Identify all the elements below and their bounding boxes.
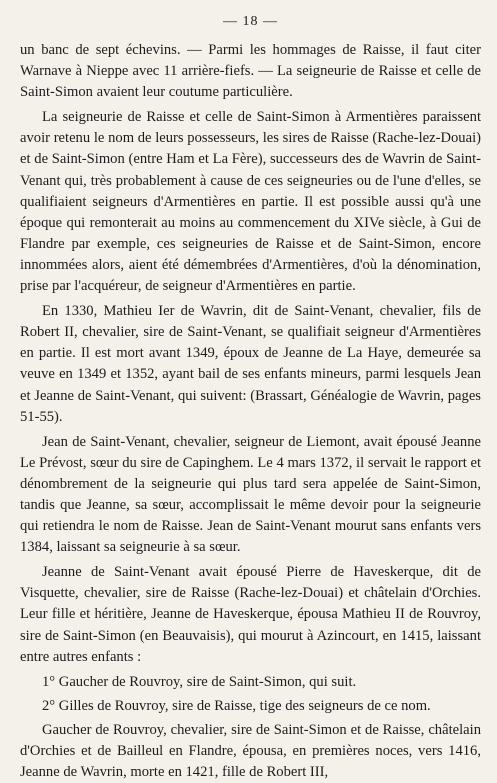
list-item-gilles: 2° Gilles de Rouvroy, sire de Raisse, tige des seigneurs de ce nom. [42,697,431,714]
list-item-gaucher: 1° Gaucher de Rouvroy, sire de Saint-Simon, qui suit. [42,673,357,690]
paragraph-jeanne-saint-venant: Jeanne de Saint-Venant avait épousé Pierre de Haveskerque, dit de Visquette, chevalier, sire de Raisse (Rache-lez-Douai) et châtelain d'Orchies. Leur fille et héritière, Jeanne de Haveskerque, épousa Mathieu II de Rouvroy, sire de Saint-Simon (en Beauvaisis), qui mourut à Azincourt, en 1415, laissant entre autres enfants : [20,564,481,665]
paragraph-mathieu-wavrin: En 1330, Mathieu Ier de Wavrin, dit de Saint-Venant, chevalier, fils de Robert II, chevalier, sire de Saint-Venant, se qualifiait seigneur d'Armentières en partie. Il est mort avant 1349, époux de Jeanne de La Haye, demeurée sa veuve en 1349 et 1352, ayant bail de ses enfants mineurs, parmi lesquels Jean et Jeanne de Saint-Venant, qui suivent: (Brassart, Généalogie de Wavrin, pages 51-55). [20,303,481,425]
paragraph-gaucher-rouvroy: Gaucher de Rouvroy, chevalier, sire de Saint-Simon et de Raisse, châtelain d'Orchies et de Bailleul en Flandre, épousa, en premières noces, vers 1416, Jeanne de Wavrin, morte en 1421, fille de Robert III, [20,721,481,781]
page-number: — 18 — [223,14,278,29]
paragraph-raisse-saint-simon: La seigneurie de Raisse et celle de Saint-Simon à Armentières paraissent avoir retenu le nom de leurs possesseurs, les sires de Raisse (Rache-lez-Douai) et de Saint-Simon (entre Ham et La Fère), successeurs des de Wavrin de Saint-Venant qui, très probablement à cause de ces seigneuries ou de l'une d'elles, se qualifiaient seigneurs d'Armentières en partie. Il est possible aussi qu'à une époque qui remonterait au moins au commencement du XIVe siècle, à Gui de Flandre par exemple, ces seigneuries de Raisse et de Saint-Simon, encore innommées alors, aient été démembrées d'Armentières, d'où la dénomination, prise par l'acquéreur, de seigneur d'Armentières en partie. [20,109,481,295]
paragraph-continuation: un banc de sept échevins. — Parmi les hommages de Raisse, il faut citer Warnave à Nieppe avec 11 arrière-fiefs. — La seigneurie de Raisse et celle de Saint-Simon avaient leur coutume particulière. [20,42,481,101]
paragraph-jean-saint-venant: Jean de Saint-Venant, chevalier, seigneur de Liemont, avait épousé Jeanne Le Prévost, sœur du sire de Capinghem. Le 4 mars 1372, il servait le rapport et dénombrement de la seigneurie qui plus tard sera appelée de Saint-Simon, tandis que Jeanne, sa sœur, accomplissait le même devoir pour la seigneurie qui retiendra le nom de Raisse. Jean de Saint-Venant mourut sans enfants vers 1384, laissant sa seigneurie à sa sœur. [20,433,481,556]
